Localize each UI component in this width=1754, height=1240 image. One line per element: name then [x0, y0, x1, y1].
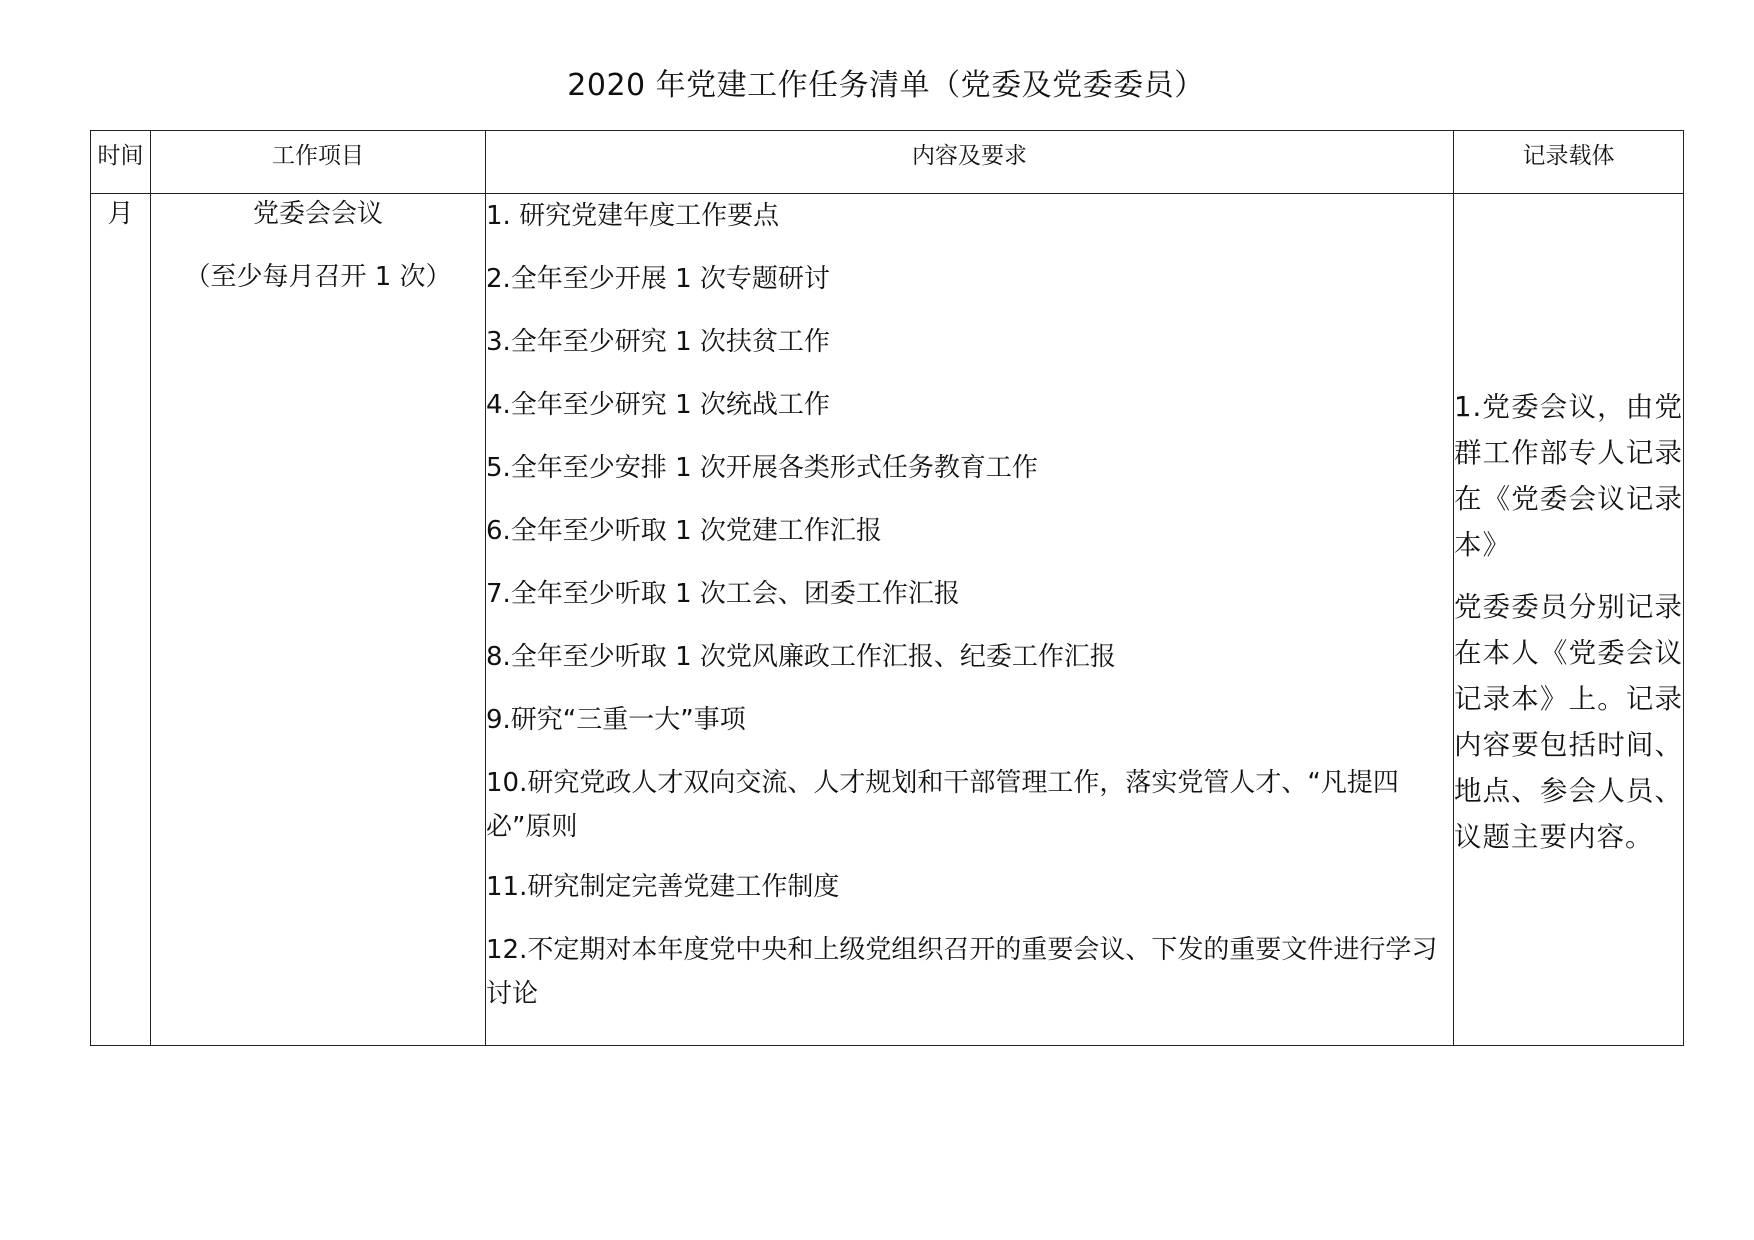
requirement-item: 11.研究制定完善党建工作制度	[486, 872, 840, 902]
work-item-frequency: （至少每月召开 1 次）	[184, 262, 452, 292]
requirement-item: 10.研究党政人才双向交流、人才规划和干部管理工作，落实党管人才、“凡提四必”原则	[486, 768, 1399, 842]
requirement-item: 5.全年至少安排 1 次开展各类形式任务教育工作	[486, 453, 1038, 483]
requirements-list	[486, 194, 1453, 1016]
requirement-item: 2.全年至少开展 1 次专题研讨	[486, 264, 830, 294]
requirement-item: 8.全年至少听取 1 次党风廉政工作汇报、纪委工作汇报	[486, 642, 1116, 672]
requirement-item: 6.全年至少听取 1 次党建工作汇报	[486, 516, 882, 546]
document-title: 2020 年党建工作任务清单（党委及党委委员）	[567, 68, 1205, 103]
header-item: 工作项目	[151, 131, 486, 194]
requirement-item: 7.全年至少听取 1 次工会、团委工作汇报	[486, 579, 960, 609]
header-record: 记录载体	[1454, 131, 1684, 194]
task-table	[90, 130, 1684, 1046]
record-paragraph: 1.党委会议，由党群工作部专人记录在《党委会议记录本》	[1454, 391, 1683, 561]
header-content: 内容及要求	[486, 131, 1454, 194]
requirement-item: 3.全年至少研究 1 次扶贫工作	[486, 327, 830, 357]
table-row	[91, 194, 1684, 1046]
record-carrier-cell	[1454, 194, 1684, 1046]
header-time: 时间	[91, 131, 151, 194]
work-item-cell	[151, 194, 486, 1046]
requirements-cell	[486, 194, 1454, 1046]
record-paragraph: 党委委员分别记录在本人《党委会议记录本》上。记录内容要包括时间、地点、参会人员、议题主要内容。	[1454, 591, 1683, 853]
requirement-item: 4.全年至少研究 1 次统战工作	[486, 390, 830, 420]
requirement-item: 1. 研究党建年度工作要点	[486, 201, 780, 231]
time-cell: 月	[91, 194, 151, 1046]
header-row	[91, 131, 1684, 194]
requirement-item: 12.不定期对本年度党中央和上级党组织召开的重要会议、下发的重要文件进行学习讨论	[486, 935, 1438, 1009]
requirement-item: 9.研究“三重一大”事项	[486, 705, 746, 735]
work-item-name: 党委会会议	[252, 199, 383, 229]
